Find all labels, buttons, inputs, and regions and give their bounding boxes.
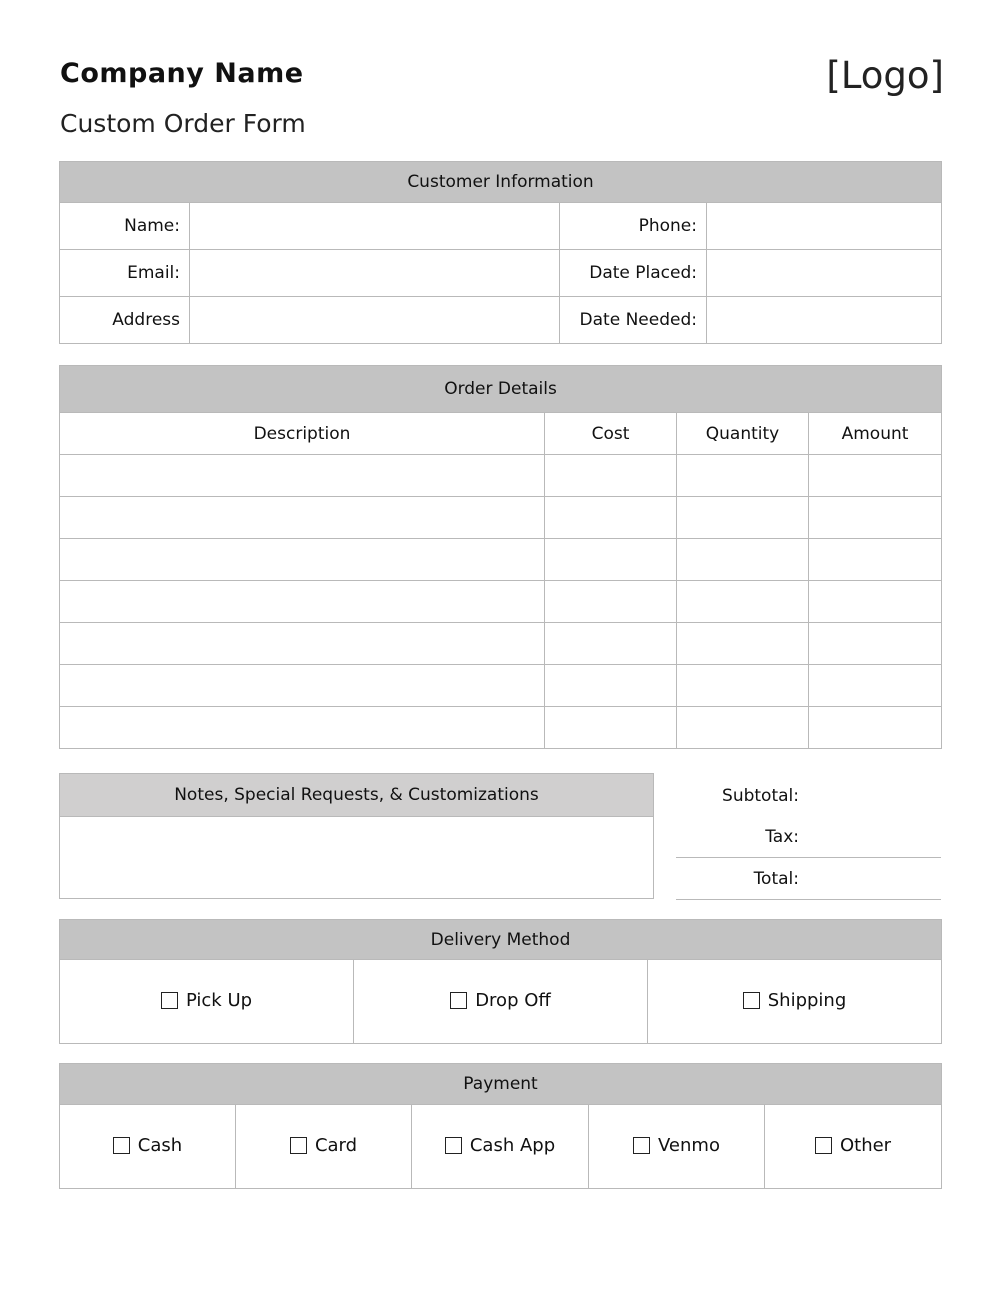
date-placed-label: Date Placed:	[560, 250, 707, 297]
notes-field[interactable]	[60, 817, 653, 900]
name-field[interactable]	[190, 203, 560, 250]
form-title: Custom Order Form	[60, 109, 306, 138]
totals-section	[676, 775, 941, 900]
customer-information-header: Customer Information	[60, 162, 942, 203]
checkbox-icon[interactable]	[445, 1137, 462, 1154]
option-label: Cash App	[469, 1134, 556, 1156]
logo-placeholder: [Logo]	[826, 54, 944, 97]
option-label: Venmo	[658, 1134, 720, 1156]
order-cell-quantity[interactable]	[677, 623, 809, 665]
delivery-option-shipping[interactable]	[648, 960, 942, 1044]
order-row	[60, 581, 942, 623]
order-row	[60, 623, 942, 665]
notes-header: Notes, Special Requests, & Customizations	[60, 774, 653, 817]
delivery-method-table	[59, 919, 942, 1044]
order-cell-cost[interactable]	[545, 539, 677, 581]
order-cell-description[interactable]	[60, 455, 545, 497]
email-field[interactable]	[190, 250, 560, 297]
checkbox-icon[interactable]	[450, 992, 467, 1009]
order-cell-amount[interactable]	[809, 665, 942, 707]
tax-label: Tax:	[765, 827, 799, 847]
option-label: Pick Up	[185, 989, 253, 1011]
total-row[interactable]	[676, 858, 941, 900]
checkbox-icon[interactable]	[161, 992, 178, 1009]
payment-table	[59, 1063, 942, 1189]
order-cell-amount[interactable]	[809, 707, 942, 749]
order-cell-description[interactable]	[60, 497, 545, 539]
checkbox-icon[interactable]	[743, 992, 760, 1009]
customer-information-table	[59, 161, 942, 344]
order-details-table	[59, 365, 942, 749]
payment-header: Payment	[60, 1064, 942, 1105]
subtotal-row[interactable]	[676, 775, 941, 816]
total-label: Total:	[753, 869, 799, 889]
phone-field[interactable]	[707, 203, 942, 250]
date-placed-field[interactable]	[707, 250, 942, 297]
payment-option-other[interactable]	[765, 1105, 942, 1189]
order-cell-cost[interactable]	[545, 581, 677, 623]
option-label: Cash	[137, 1134, 183, 1156]
order-cell-amount[interactable]	[809, 581, 942, 623]
order-row	[60, 455, 942, 497]
date-needed-label: Date Needed:	[560, 297, 707, 344]
column-header-cost: Cost	[545, 413, 677, 455]
address-field[interactable]	[190, 297, 560, 344]
order-cell-quantity[interactable]	[677, 581, 809, 623]
order-row	[60, 707, 942, 749]
payment-option-cash-app[interactable]	[412, 1105, 589, 1189]
checkbox-icon[interactable]	[815, 1137, 832, 1154]
column-header-description: Description	[60, 413, 545, 455]
payment-option-card[interactable]	[236, 1105, 412, 1189]
payment-option-venmo[interactable]	[589, 1105, 765, 1189]
delivery-option-pick-up[interactable]	[60, 960, 354, 1044]
notes-box	[59, 773, 654, 899]
order-cell-description[interactable]	[60, 539, 545, 581]
email-label: Email:	[60, 250, 190, 297]
order-cell-cost[interactable]	[545, 623, 677, 665]
order-cell-description[interactable]	[60, 707, 545, 749]
order-details-header: Order Details	[60, 366, 942, 413]
payment-option-cash[interactable]	[60, 1105, 236, 1189]
order-cell-quantity[interactable]	[677, 707, 809, 749]
order-row	[60, 539, 942, 581]
address-label: Address	[60, 297, 190, 344]
phone-label: Phone:	[560, 203, 707, 250]
order-cell-quantity[interactable]	[677, 497, 809, 539]
option-label: Drop Off	[475, 989, 551, 1011]
order-cell-cost[interactable]	[545, 497, 677, 539]
delivery-method-header: Delivery Method	[60, 920, 942, 960]
checkbox-icon[interactable]	[290, 1137, 307, 1154]
option-label: Other	[839, 1134, 892, 1156]
order-cell-amount[interactable]	[809, 539, 942, 581]
order-cell-description[interactable]	[60, 665, 545, 707]
tax-row[interactable]	[676, 816, 941, 858]
order-cell-description[interactable]	[60, 581, 545, 623]
order-cell-description[interactable]	[60, 623, 545, 665]
order-cell-amount[interactable]	[809, 623, 942, 665]
order-cell-amount[interactable]	[809, 455, 942, 497]
subtotal-label: Subtotal:	[722, 786, 799, 806]
order-row	[60, 665, 942, 707]
order-cell-cost[interactable]	[545, 707, 677, 749]
order-cell-cost[interactable]	[545, 665, 677, 707]
name-label: Name:	[60, 203, 190, 250]
order-row	[60, 497, 942, 539]
checkbox-icon[interactable]	[633, 1137, 650, 1154]
option-label: Card	[314, 1134, 358, 1156]
order-cell-quantity[interactable]	[677, 665, 809, 707]
delivery-option-drop-off[interactable]	[354, 960, 648, 1044]
order-cell-amount[interactable]	[809, 497, 942, 539]
date-needed-field[interactable]	[707, 297, 942, 344]
order-cell-cost[interactable]	[545, 455, 677, 497]
column-header-amount: Amount	[809, 413, 942, 455]
company-name: Company Name	[60, 58, 304, 89]
column-header-quantity: Quantity	[677, 413, 809, 455]
order-cell-quantity[interactable]	[677, 455, 809, 497]
order-cell-quantity[interactable]	[677, 539, 809, 581]
option-label: Shipping	[767, 989, 847, 1011]
checkbox-icon[interactable]	[113, 1137, 130, 1154]
